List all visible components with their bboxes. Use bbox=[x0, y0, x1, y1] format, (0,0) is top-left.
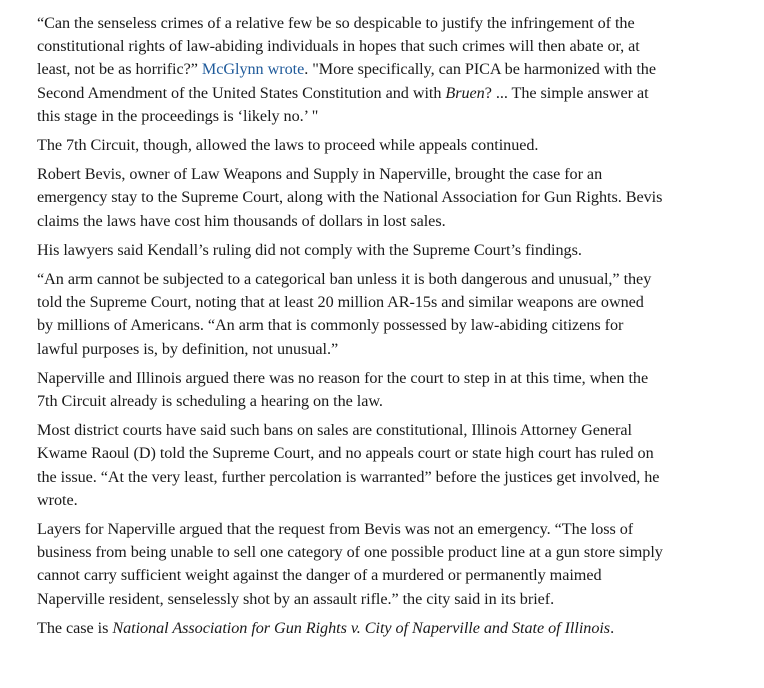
paragraph-arm-quote: “An arm cannot be subjected to a categorical ban unless it is both dangerous and unusual,” they told the Supreme Court, noting that at least 20 million AR-15s and similar weapons are owned by millions of Americans. “An arm that is commonly possessed by law-abiding citizens for lawful purposes is, by definition, not unusual.” bbox=[37, 270, 652, 358]
case-title: National Association for Gun Rights v. City of Naperville and State of Illinois bbox=[112, 618, 611, 637]
case-suffix: . bbox=[610, 618, 615, 637]
paragraph-lawyers: His lawyers said Kendall’s ruling did not comply with the Supreme Court’s findings. bbox=[37, 240, 582, 259]
paragraph-7th-circuit: The 7th Circuit, though, allowed the laws to proceed while appeals continued. bbox=[37, 136, 539, 155]
mcglynn-wrote-link[interactable]: McGlynn wrote bbox=[201, 60, 305, 79]
quote-continuation: . "More specifically, can PICA be harmonized with the Second Amendment of the United States Constitution and with bbox=[37, 60, 656, 102]
paragraph-bevis: Robert Bevis, owner of Law Weapons and Supply in Naperville, brought the case for an emergency stay to the Supreme Court, along with the National Association for Gun Rights. Bevis claims the laws have cost him thousands of dollars in lost sales. bbox=[37, 165, 663, 230]
bruen-case-name: Bruen bbox=[445, 83, 485, 102]
paragraph-mcglynn-quote bbox=[37, 12, 663, 128]
paragraph-district-courts: Most district courts have said such bans on sales are constitutional, Illinois Attorney General Kwame Raoul (D) told the Supreme Court, and no appeals court or state high court has ruled on the issue. “At the very least, further percolation is warranted” before the justices get involved, he wrote. bbox=[37, 421, 660, 509]
paragraph-naperville-illinois: Naperville and Illinois argued there was no reason for the court to step in at this time, when the 7th Circuit already is scheduling a hearing on the law. bbox=[37, 368, 649, 411]
article-body bbox=[37, 12, 663, 646]
paragraph-case-name bbox=[37, 617, 663, 640]
paragraph-naperville-lawyers: Layers for Naperville argued that the request from Bevis was not an emergency. “The loss of business from being unable to sell one category of one possible product line at a gun store simply cannot carry sufficient weight against the danger of a murdered or permanently maimed Naperville resident, senselessly shot by an assault rifle.” the city said in its brief. bbox=[37, 520, 663, 608]
quote-text: “Can the senseless crimes of a relative few be so despicable to justify the infringement of the constitutional rights of law-abiding individuals in hopes that such crimes will then abate or, at least, not be as horrific?” bbox=[37, 14, 640, 79]
case-prefix: The case is bbox=[37, 618, 113, 637]
quote-ending: ? ... The simple answer at this stage in the proceedings is ‘likely no.’ " bbox=[37, 83, 649, 125]
